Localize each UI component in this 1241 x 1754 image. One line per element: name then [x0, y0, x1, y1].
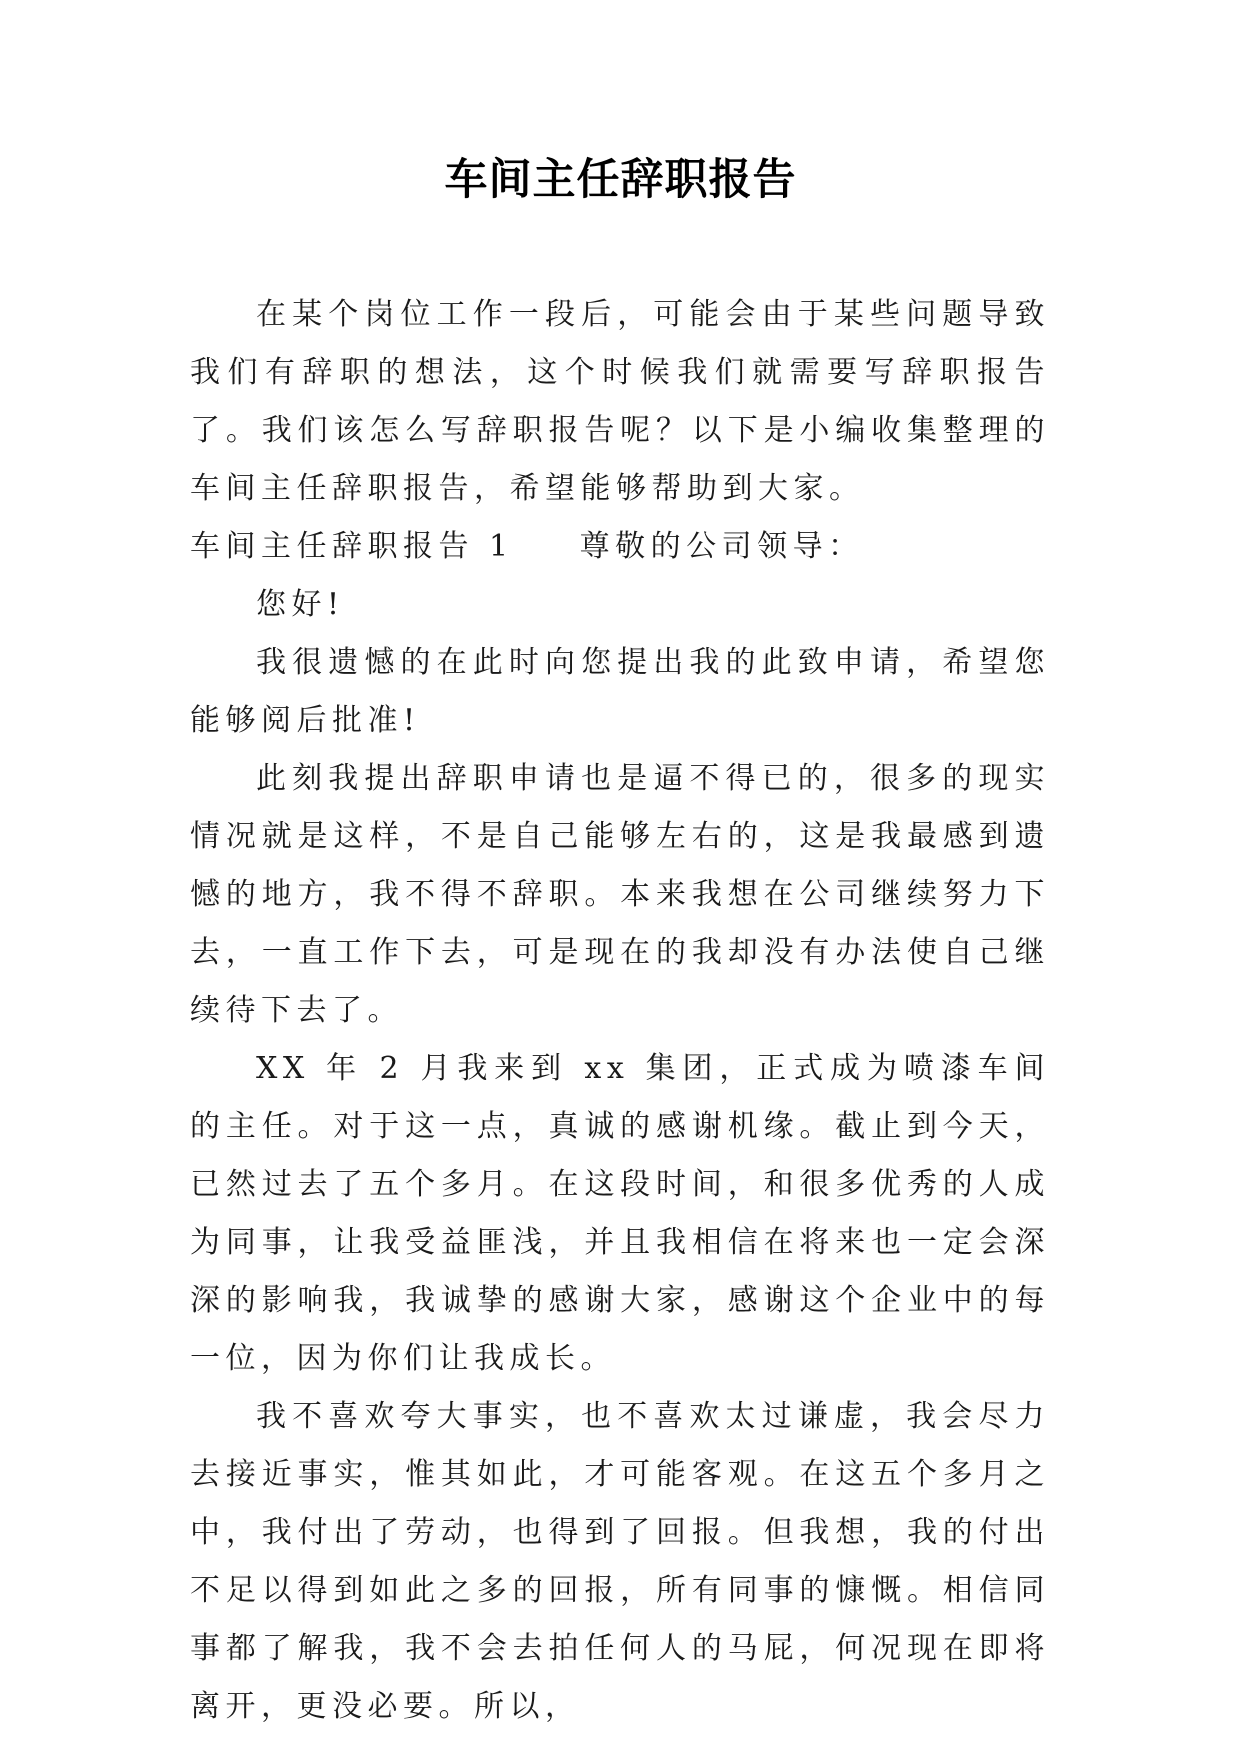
section-heading-line [190, 518, 1050, 576]
document-body [190, 286, 1050, 1736]
body-paragraph: XX 年 2 月我来到 xx 集团，正式成为喷漆车间的主任。对于这一点，真诚的感谢机缘。截止到今天，已然过去了五个多月。在这段时间，和很多优秀的人成为同事，让我受益匪浅，并且我相信在将来也一定会深深的影响我，我诚挚的感谢大家，感谢这个企业中的每一位，因为你们让我成长。 [190, 1051, 1050, 1376]
document-title: 车间主任辞职报告 [444, 155, 797, 205]
section-heading: 车间主任辞职报告 1 [190, 529, 514, 564]
body-paragraph: 我不喜欢夸大事实，也不喜欢太过谦虚，我会尽力去接近事实，惟其如此，才可能客观。在这五个多月之中，我付出了劳动，也得到了回报。但我想，我的付出不足以得到如此之多的回报，所有同事的慷慨。相信同事都了解我，我不会去拍任何人的马屁，何况现在即将离开，更没必要。所以， [190, 1399, 1050, 1724]
body-paragraph: 我很遗憾的在此时向您提出我的此致申请，希望您能够阅后批准! [190, 645, 1050, 738]
salutation: 尊敬的公司领导： [579, 529, 864, 564]
intro-paragraph: 在某个岗位工作一段后，可能会由于某些问题导致我们有辞职的想法，这个时候我们就需要写辞职报告了。我们该怎么写辞职报告呢？以下是小编收集整理的车间主任辞职报告，希望能够帮助到大家。 [190, 297, 1050, 506]
greeting: 您好! [256, 587, 345, 622]
body-paragraph: 此刻我提出辞职申请也是逼不得已的，很多的现实情况就是这样，不是自己能够左右的，这是我最感到遗憾的地方，我不得不辞职。本来我想在公司继续努力下去，一直工作下去，可是现在的我却没有办法使自己继续待下去了。 [190, 761, 1050, 1028]
